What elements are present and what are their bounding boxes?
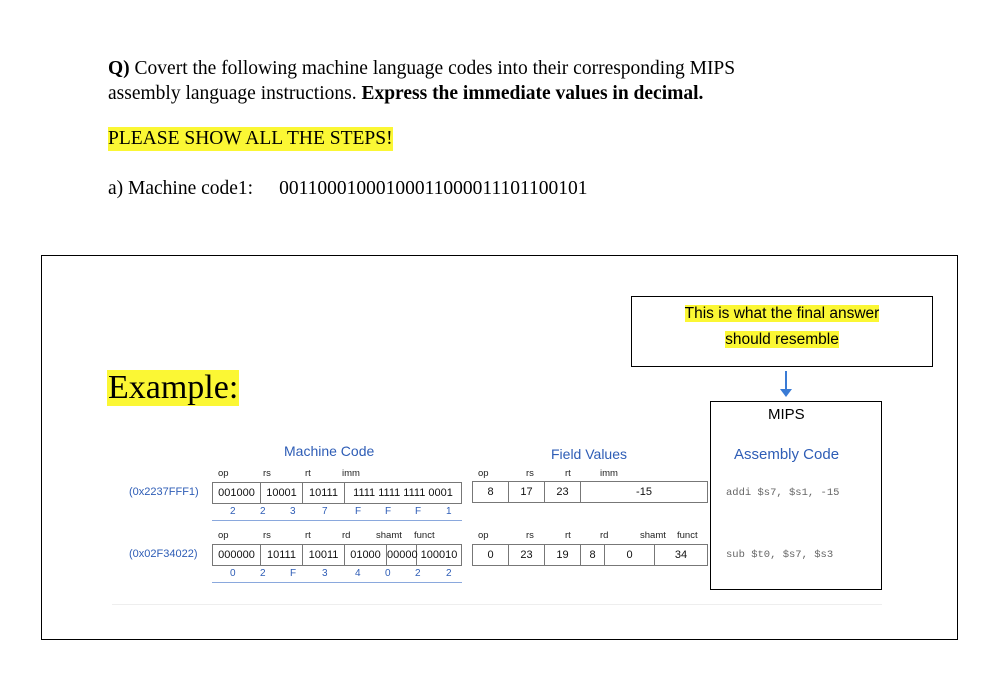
row1-label-op: op — [218, 468, 229, 479]
item-label: a) Machine code1: — [108, 178, 254, 199]
note-box — [631, 296, 933, 367]
row1-hex-d1: 2 — [260, 506, 266, 517]
row2-field-label-rd: rd — [600, 530, 609, 541]
arrow-head-icon — [780, 389, 792, 397]
row1-bits-rs: 10001 — [261, 483, 303, 503]
row1-hex-digits — [212, 506, 462, 521]
row1-field-label-rs: rs — [526, 468, 534, 479]
row1-field-rt: 23 — [545, 482, 581, 502]
row2-field-label-rt: rt — [565, 530, 571, 541]
row1-hex-d3: 7 — [322, 506, 328, 517]
row2-hex-d6: 2 — [415, 568, 421, 579]
row2-field-label-rs: rs — [526, 530, 534, 541]
machine-code-header: Machine Code — [284, 443, 375, 459]
row1-assembly: addi $s7, $s1, -15 — [726, 487, 840, 499]
row2-hex-digits — [212, 568, 462, 583]
note-line-1: This is what the final answer — [684, 305, 880, 322]
row2-hex-d2: F — [290, 568, 297, 579]
row2-field-label-funct: funct — [677, 530, 698, 541]
row2-bits-op: 000000 — [213, 545, 261, 565]
row2-label-rt: rt — [305, 530, 311, 541]
row2-hex-d5: 0 — [385, 568, 391, 579]
machine-code-item — [108, 178, 588, 200]
field-values-header: Field Values — [551, 446, 628, 462]
row2-hex: (0x02F34022) — [129, 548, 198, 560]
row2-bits-shamt: 00000 — [387, 545, 417, 565]
row1-field-values — [472, 481, 708, 503]
row1-bits-imm: 1111 1111 1111 0001 — [353, 487, 453, 499]
row2-field-label-op: op — [478, 530, 489, 541]
row2-field-label-shamt: shamt — [640, 530, 666, 541]
row2-field-shamt: 0 — [605, 545, 655, 565]
row2-bits-rs: 10111 — [261, 545, 303, 565]
example-label: Example: — [108, 369, 239, 406]
row2-field-op: 0 — [473, 545, 509, 565]
row2-hex-d7: 2 — [446, 568, 452, 579]
item-code: 00110001000100011000011101100101 — [279, 178, 588, 199]
show-steps-highlight: PLEASE SHOW ALL THE STEPS! — [108, 128, 393, 149]
row1-field-op: 8 — [473, 482, 509, 502]
row2-label-rd: rd — [342, 530, 351, 541]
row2-field-rt: 19 — [545, 545, 581, 565]
row1-field-rs: 17 — [509, 482, 545, 502]
row1-hex-d5: F — [385, 506, 392, 517]
row2-field-funct: 34 — [674, 549, 688, 561]
row2-hex-d4: 4 — [355, 568, 361, 579]
row2-field-values — [472, 544, 708, 566]
row1-field-label-rt: rt — [565, 468, 571, 479]
row1-hex-d4: F — [355, 506, 362, 517]
row2-hex-d3: 3 — [322, 568, 328, 579]
row1-bits-rt: 10111 — [303, 483, 345, 503]
row2-label-op: op — [218, 530, 229, 541]
row1-hex-d0: 2 — [230, 506, 236, 517]
row1-bits-op: 001000 — [213, 483, 261, 503]
row1-machine-bits — [212, 482, 462, 504]
row2-bits-rt: 10011 — [303, 545, 345, 565]
question-prefix: Q) — [108, 58, 130, 79]
question-emphasis: Express the immediate values in decimal. — [361, 83, 704, 104]
assembly-header: Assembly Code — [734, 446, 840, 463]
row2-label-shamt: shamt — [376, 530, 402, 541]
row1-hex-d7: 1 — [446, 506, 452, 517]
question-line-2 — [108, 83, 703, 105]
note-line-2: should resemble — [725, 331, 839, 348]
row2-field-rs: 23 — [509, 545, 545, 565]
row2-label-funct: funct — [414, 530, 435, 541]
row1-label-rt: rt — [305, 468, 311, 479]
row2-bits-rd: 01000 — [345, 545, 387, 565]
example-divider — [112, 604, 882, 605]
question-line-1 — [108, 58, 735, 80]
row2-bits-funct: 100010 — [420, 549, 458, 561]
mips-title: MIPS — [768, 406, 805, 423]
row1-field-label-op: op — [478, 468, 489, 479]
row2-assembly: sub $t0, $s7, $s3 — [726, 549, 834, 561]
row1-field-imm: -15 — [636, 486, 652, 498]
row2-hex-d0: 0 — [230, 568, 236, 579]
row1-hex-d6: F — [415, 506, 422, 517]
question-line-1-text: Covert the following machine language codes into their corresponding MIPS — [129, 58, 736, 79]
question-line-2-text: assembly language instructions. — [108, 83, 362, 104]
row2-hex-d1: 2 — [260, 568, 266, 579]
row2-field-rd: 8 — [581, 545, 605, 565]
row2-machine-bits — [212, 544, 462, 566]
row2-label-rs: rs — [263, 530, 271, 541]
row1-label-imm: imm — [342, 468, 360, 479]
row1-hex-d2: 3 — [290, 506, 296, 517]
arrow-down-icon — [785, 371, 787, 391]
row1-hex: (0x2237FFF1) — [129, 486, 199, 498]
row1-field-label-imm: imm — [600, 468, 618, 479]
row1-label-rs: rs — [263, 468, 271, 479]
